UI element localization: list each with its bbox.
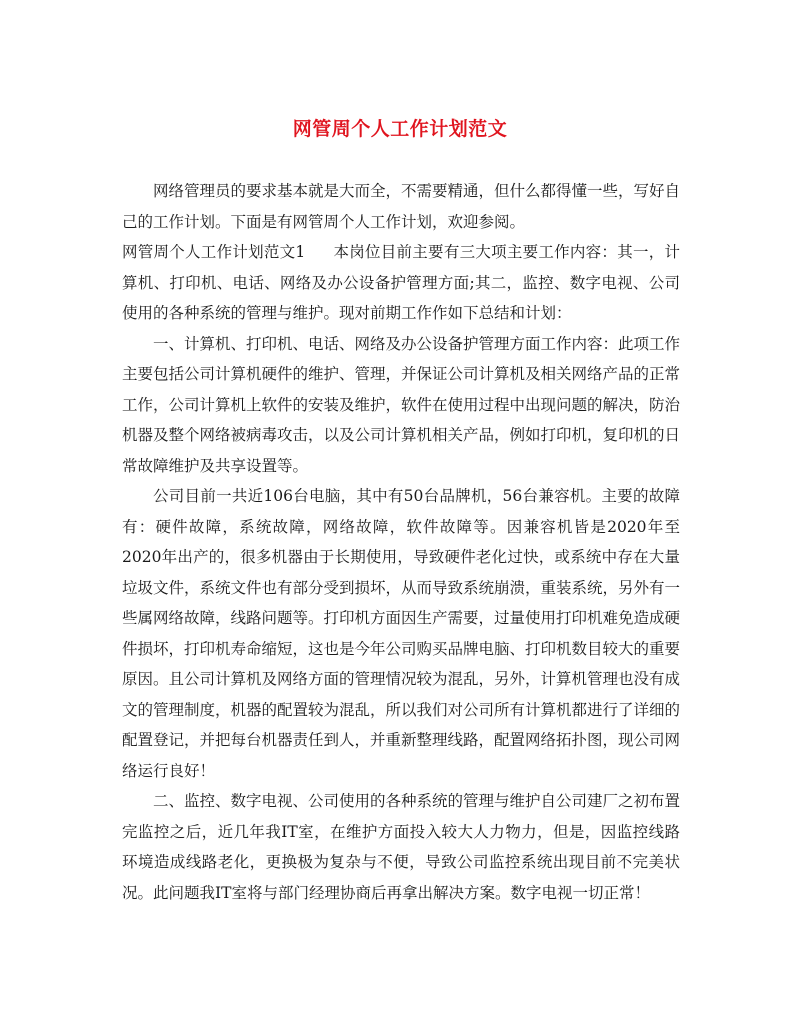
document-body (122, 176, 680, 908)
page-title: 网管周个人工作计划范文 (292, 118, 508, 140)
intro-paragraph: 网络管理员的要求基本就是大而全，不需要精通，但什么都得懂一些，写好自己的工作计划。下面是有网管周个人工作计划，欢迎参阅。 (122, 182, 681, 231)
section-paragraph (122, 237, 680, 329)
paragraph-monitoring: 二、监控、数字电视、公司使用的各种系统的管理与维护自公司建厂之初布置完监控之后，近几年我IT室，在维护方面投入较大人力物力，但是，因监控线路环境造成线路老化，更换极为复杂与不便，导致公司监控系统出现目前不完美状况。此问题我IT室将与部门经理协商后再拿出解决方案。数字电视一切正常！ (122, 792, 681, 902)
paragraph-fault-summary: 公司目前一共近106台电脑，其中有50台品牌机，56台兼容机。主要的故障有：硬件故障，系统故障，网络故障，软件故障等。因兼容机皆是2020年至2020年出产的，很多机器由于长期使用，导致硬件老化过快，或系统中存在大量垃圾文件，系统文件也有部分受到损坏，从而导致系统崩溃，重装系统，另外有一些属网络故障，线路问题等。打印机方面因生产需要，过量使用打印机难免造成硬件损坏，打印机寿命缩短，这也是今年公司购买品牌电脑、打印机数目较大的重要原因。且公司计算机及网络方面的管理情况较为混乱，另外，计算机管理也没有成文的管理制度，机器的配置较为混乱，所以我们对公司所有计算机都进行了详细的配置登记，并把每台机器责任到人，并重新整理线路，配置网络拓扑图，现公司网络运行良好！ (122, 487, 681, 780)
section-heading: 网管周个人工作计划范文1 (122, 243, 306, 261)
paragraph-hardware: 一、计算机、打印机、电话、网络及办公设备护管理方面工作内容：此项工作主要包括公司计算机硬件的维护、管理，并保证公司计算机及相关网络产品的正常工作，公司计算机上软件的安装及维护，软件在使用过程中出现问题的解决，防治机器及整个网络被病毒攻击，以及公司计算机相关产品，例如打印机，复印机的日常故障维护及共享设置等。 (122, 334, 681, 475)
section-lead: 本岗位目前主要有三大项主要工作内容：其一，计算机、打印机、电话、网络及办公设备护管理方面;其二，监控、数字电视、公司使用的各种系统的管理与维护。现对前期工作作如下总结和计划： (122, 243, 680, 322)
